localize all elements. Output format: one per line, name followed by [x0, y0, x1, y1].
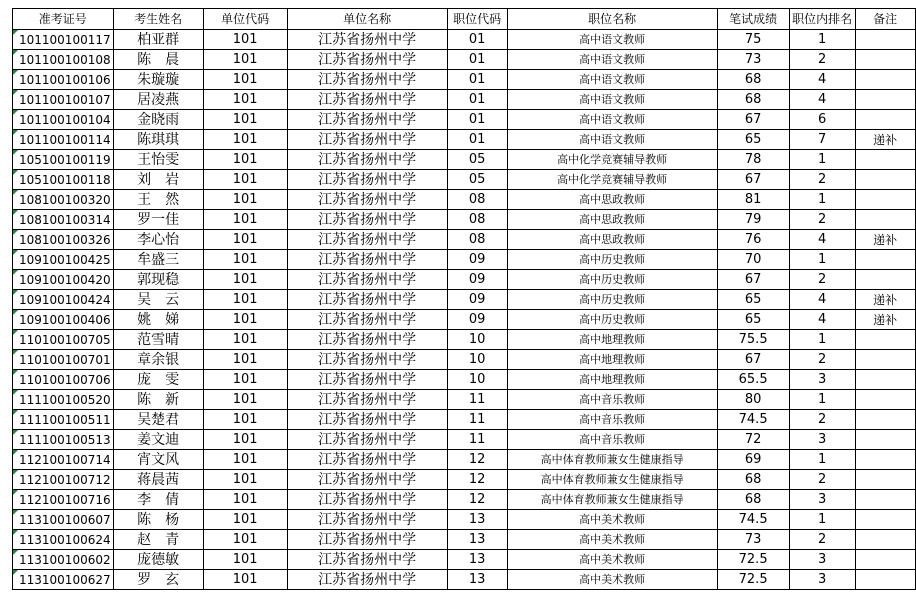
unit-code-cell[interactable]: 101: [203, 290, 287, 310]
table-row: [13, 30, 916, 50]
table-row: [13, 70, 916, 90]
candidate-name-cell[interactable]: 王 然: [113, 190, 203, 210]
unit-name-cell[interactable]: 江苏省扬州中学: [287, 110, 447, 130]
header-row: [13, 9, 916, 30]
remark-cell[interactable]: [855, 530, 915, 550]
position-code-cell[interactable]: 13: [447, 510, 507, 530]
table-body: [13, 30, 916, 590]
written-score-cell[interactable]: 69: [717, 450, 789, 470]
exam-id-cell[interactable]: 108100100314: [13, 210, 114, 230]
table-row: [13, 270, 916, 290]
position-code-cell[interactable]: 10: [447, 330, 507, 350]
candidate-name-cell[interactable]: 陈 杨: [113, 510, 203, 530]
unit-name-cell[interactable]: 江苏省扬州中学: [287, 230, 447, 250]
table-row: [13, 330, 916, 350]
header-position-name[interactable]: 职位名称: [507, 9, 717, 30]
header-unit-name[interactable]: 单位名称: [287, 9, 447, 30]
candidate-name-cell[interactable]: 郭现稳: [113, 270, 203, 290]
written-score-cell[interactable]: 65: [717, 290, 789, 310]
position-code-cell[interactable]: 01: [447, 90, 507, 110]
remark-cell[interactable]: 递补: [855, 290, 915, 310]
written-score-cell[interactable]: 67: [717, 170, 789, 190]
written-score-cell[interactable]: 81: [717, 190, 789, 210]
candidate-name-cell[interactable]: 范雪晴: [113, 330, 203, 350]
unit-name-cell[interactable]: 江苏省扬州中学: [287, 550, 447, 570]
position-code-cell[interactable]: 13: [447, 570, 507, 590]
table-row: [13, 370, 916, 390]
position-code-cell[interactable]: 05: [447, 170, 507, 190]
table-row: [13, 310, 916, 330]
candidate-name-cell[interactable]: 罗一佳: [113, 210, 203, 230]
unit-name-cell[interactable]: 江苏省扬州中学: [287, 370, 447, 390]
written-score-cell[interactable]: 73: [717, 530, 789, 550]
unit-code-cell[interactable]: 101: [203, 370, 287, 390]
unit-name-cell[interactable]: 江苏省扬州中学: [287, 350, 447, 370]
position-rank-cell[interactable]: 1: [789, 450, 855, 470]
position-rank-cell[interactable]: 4: [789, 290, 855, 310]
written-score-cell[interactable]: 74.5: [717, 510, 789, 530]
written-score-cell[interactable]: 75: [717, 30, 789, 50]
position-code-cell[interactable]: 12: [447, 450, 507, 470]
unit-code-cell[interactable]: 101: [203, 490, 287, 510]
unit-code-cell[interactable]: 101: [203, 450, 287, 470]
unit-code-cell[interactable]: 101: [203, 470, 287, 490]
position-name-cell[interactable]: 高中地理教师: [507, 350, 717, 370]
position-rank-cell[interactable]: 7: [789, 130, 855, 150]
remark-cell[interactable]: [855, 330, 915, 350]
position-name-cell[interactable]: 高中历史教师: [507, 290, 717, 310]
written-score-cell[interactable]: 68: [717, 470, 789, 490]
position-rank-cell[interactable]: 1: [789, 250, 855, 270]
position-name-cell[interactable]: 高中体育教师兼女生健康指导: [507, 470, 717, 490]
position-rank-cell[interactable]: 2: [789, 350, 855, 370]
candidate-name-cell[interactable]: 章余银: [113, 350, 203, 370]
unit-name-cell[interactable]: 江苏省扬州中学: [287, 70, 447, 90]
position-code-cell[interactable]: 01: [447, 70, 507, 90]
candidate-name-cell[interactable]: 李心怡: [113, 230, 203, 250]
unit-code-cell[interactable]: 101: [203, 90, 287, 110]
unit-name-cell[interactable]: 江苏省扬州中学: [287, 510, 447, 530]
position-name-cell[interactable]: 高中思政教师: [507, 210, 717, 230]
candidate-name-cell[interactable]: 姚 娣: [113, 310, 203, 330]
position-name-cell[interactable]: 高中历史教师: [507, 270, 717, 290]
unit-code-cell[interactable]: 101: [203, 430, 287, 450]
position-name-cell[interactable]: 高中美术教师: [507, 550, 717, 570]
position-rank-cell[interactable]: 2: [789, 210, 855, 230]
unit-code-cell[interactable]: 101: [203, 350, 287, 370]
header-exam-id[interactable]: 准考证号: [13, 9, 114, 30]
written-score-cell[interactable]: 70: [717, 250, 789, 270]
position-code-cell[interactable]: 01: [447, 110, 507, 130]
exam-id-cell[interactable]: 113100100607: [13, 510, 114, 530]
position-code-cell[interactable]: 12: [447, 470, 507, 490]
position-code-cell[interactable]: 09: [447, 290, 507, 310]
unit-code-cell[interactable]: 101: [203, 270, 287, 290]
written-score-cell[interactable]: 80: [717, 390, 789, 410]
table-row: [13, 450, 916, 470]
table-row: [13, 410, 916, 430]
unit-code-cell[interactable]: 101: [203, 210, 287, 230]
position-name-cell[interactable]: 高中化学竞赛辅导教师: [507, 150, 717, 170]
unit-name-cell[interactable]: 江苏省扬州中学: [287, 130, 447, 150]
exam-id-cell[interactable]: 105100100119: [13, 150, 114, 170]
written-score-cell[interactable]: 65.5: [717, 370, 789, 390]
position-rank-cell[interactable]: 4: [789, 70, 855, 90]
exam-id-cell[interactable]: 111100100520: [13, 390, 114, 410]
exam-id-cell[interactable]: 101100100106: [13, 70, 114, 90]
position-name-cell[interactable]: 高中体育教师兼女生健康指导: [507, 450, 717, 470]
position-code-cell[interactable]: 08: [447, 230, 507, 250]
position-name-cell[interactable]: 高中语文教师: [507, 110, 717, 130]
position-rank-cell[interactable]: 4: [789, 310, 855, 330]
position-rank-cell[interactable]: 4: [789, 230, 855, 250]
table-row: [13, 150, 916, 170]
unit-name-cell[interactable]: 江苏省扬州中学: [287, 410, 447, 430]
position-name-cell[interactable]: 高中地理教师: [507, 370, 717, 390]
header-remark[interactable]: 备注: [855, 9, 915, 30]
position-rank-cell[interactable]: 2: [789, 270, 855, 290]
table-row: [13, 250, 916, 270]
position-rank-cell[interactable]: 2: [789, 530, 855, 550]
exam-id-cell[interactable]: 110100100701: [13, 350, 114, 370]
unit-code-cell[interactable]: 101: [203, 410, 287, 430]
position-rank-cell[interactable]: 3: [789, 370, 855, 390]
candidate-name-cell[interactable]: 吴 云: [113, 290, 203, 310]
unit-code-cell[interactable]: 101: [203, 570, 287, 590]
table-row: [13, 490, 916, 510]
unit-name-cell[interactable]: 江苏省扬州中学: [287, 210, 447, 230]
candidate-name-cell[interactable]: 罗 玄: [113, 570, 203, 590]
position-name-cell[interactable]: 高中音乐教师: [507, 390, 717, 410]
header-candidate-name[interactable]: 考生姓名: [113, 9, 203, 30]
table-row: [13, 90, 916, 110]
exam-id-cell[interactable]: 109100100406: [13, 310, 114, 330]
written-score-cell[interactable]: 68: [717, 90, 789, 110]
table-row: [13, 170, 916, 190]
unit-name-cell[interactable]: 江苏省扬州中学: [287, 250, 447, 270]
unit-code-cell[interactable]: 101: [203, 70, 287, 90]
written-score-cell[interactable]: 78: [717, 150, 789, 170]
remark-cell[interactable]: [855, 350, 915, 370]
written-score-cell[interactable]: 75.5: [717, 330, 789, 350]
position-code-cell[interactable]: 09: [447, 250, 507, 270]
table-row: [13, 570, 916, 590]
position-name-cell[interactable]: 高中历史教师: [507, 310, 717, 330]
unit-name-cell[interactable]: 江苏省扬州中学: [287, 310, 447, 330]
position-code-cell[interactable]: 09: [447, 270, 507, 290]
written-score-cell[interactable]: 67: [717, 110, 789, 130]
position-rank-cell[interactable]: 3: [789, 430, 855, 450]
unit-code-cell[interactable]: 101: [203, 50, 287, 70]
table-row: [13, 470, 916, 490]
remark-cell[interactable]: [855, 50, 915, 70]
candidate-name-cell[interactable]: 陈 晨: [113, 50, 203, 70]
position-code-cell[interactable]: 01: [447, 130, 507, 150]
unit-code-cell[interactable]: 101: [203, 330, 287, 350]
exam-id-cell[interactable]: 109100100424: [13, 290, 114, 310]
unit-name-cell[interactable]: 江苏省扬州中学: [287, 90, 447, 110]
position-code-cell[interactable]: 13: [447, 550, 507, 570]
position-name-cell[interactable]: 高中思政教师: [507, 190, 717, 210]
unit-code-cell[interactable]: 101: [203, 130, 287, 150]
header-position-rank[interactable]: 职位内排名: [789, 9, 855, 30]
remark-cell[interactable]: [855, 570, 915, 590]
table-row: [13, 550, 916, 570]
unit-name-cell[interactable]: 江苏省扬州中学: [287, 450, 447, 470]
remark-cell[interactable]: [855, 490, 915, 510]
position-rank-cell[interactable]: 2: [789, 170, 855, 190]
position-name-cell[interactable]: 高中音乐教师: [507, 410, 717, 430]
unit-name-cell[interactable]: 江苏省扬州中学: [287, 150, 447, 170]
unit-name-cell[interactable]: 江苏省扬州中学: [287, 390, 447, 410]
position-code-cell[interactable]: 01: [447, 50, 507, 70]
position-name-cell[interactable]: 高中化学竞赛辅导教师: [507, 170, 717, 190]
position-name-cell[interactable]: 高中地理教师: [507, 330, 717, 350]
written-score-cell[interactable]: 79: [717, 210, 789, 230]
position-code-cell[interactable]: 01: [447, 30, 507, 50]
position-rank-cell[interactable]: 1: [789, 390, 855, 410]
exam-id-cell[interactable]: 112100100712: [13, 470, 114, 490]
remark-cell[interactable]: [855, 250, 915, 270]
exam-id-cell[interactable]: 111100100511: [13, 410, 114, 430]
candidate-name-cell[interactable]: 金晓雨: [113, 110, 203, 130]
position-code-cell[interactable]: 11: [447, 410, 507, 430]
table-row: [13, 210, 916, 230]
written-score-cell[interactable]: 74.5: [717, 410, 789, 430]
unit-name-cell[interactable]: 江苏省扬州中学: [287, 30, 447, 50]
position-code-cell[interactable]: 08: [447, 210, 507, 230]
exam-id-cell[interactable]: 113100100602: [13, 550, 114, 570]
candidate-name-cell[interactable]: 赵 青: [113, 530, 203, 550]
exam-id-cell[interactable]: 110100100705: [13, 330, 114, 350]
exam-id-cell[interactable]: 105100100118: [13, 170, 114, 190]
table-row: [13, 130, 916, 150]
position-code-cell[interactable]: 10: [447, 350, 507, 370]
exam-id-cell[interactable]: 109100100425: [13, 250, 114, 270]
exam-id-cell[interactable]: 112100100716: [13, 490, 114, 510]
unit-code-cell[interactable]: 101: [203, 110, 287, 130]
unit-code-cell[interactable]: 101: [203, 250, 287, 270]
unit-code-cell[interactable]: 101: [203, 530, 287, 550]
table-row: [13, 390, 916, 410]
position-rank-cell[interactable]: 1: [789, 30, 855, 50]
written-score-cell[interactable]: 72.5: [717, 550, 789, 570]
unit-code-cell[interactable]: 101: [203, 390, 287, 410]
candidate-name-cell[interactable]: 陈琪琪: [113, 130, 203, 150]
candidate-name-cell[interactable]: 庞德敏: [113, 550, 203, 570]
position-code-cell[interactable]: 08: [447, 190, 507, 210]
exam-id-cell[interactable]: 101100100117: [13, 30, 114, 50]
position-rank-cell[interactable]: 2: [789, 470, 855, 490]
remark-cell[interactable]: [855, 370, 915, 390]
remark-cell[interactable]: [855, 510, 915, 530]
candidate-name-cell[interactable]: 柏亚群: [113, 30, 203, 50]
candidate-name-cell[interactable]: 蒋晨茜: [113, 470, 203, 490]
exam-id-cell[interactable]: 109100100420: [13, 270, 114, 290]
candidate-name-cell[interactable]: 庞 雯: [113, 370, 203, 390]
remark-cell[interactable]: [855, 430, 915, 450]
table-row: [13, 430, 916, 450]
header-position-code[interactable]: 职位代码: [447, 9, 507, 30]
unit-code-cell[interactable]: 101: [203, 550, 287, 570]
position-name-cell[interactable]: 高中语文教师: [507, 90, 717, 110]
unit-name-cell[interactable]: 江苏省扬州中学: [287, 430, 447, 450]
position-rank-cell[interactable]: 1: [789, 510, 855, 530]
unit-name-cell[interactable]: 江苏省扬州中学: [287, 490, 447, 510]
position-code-cell[interactable]: 09: [447, 310, 507, 330]
position-name-cell[interactable]: 高中美术教师: [507, 530, 717, 550]
position-rank-cell[interactable]: 6: [789, 110, 855, 130]
remark-cell[interactable]: [855, 90, 915, 110]
candidate-name-cell[interactable]: 王怡雯: [113, 150, 203, 170]
exam-id-cell[interactable]: 112100100714: [13, 450, 114, 470]
unit-name-cell[interactable]: 江苏省扬州中学: [287, 270, 447, 290]
position-code-cell[interactable]: 11: [447, 390, 507, 410]
table-row: [13, 350, 916, 370]
position-rank-cell[interactable]: 3: [789, 490, 855, 510]
remark-cell[interactable]: [855, 150, 915, 170]
position-code-cell[interactable]: 13: [447, 530, 507, 550]
written-score-cell[interactable]: 68: [717, 70, 789, 90]
candidate-name-cell[interactable]: 刘 岩: [113, 170, 203, 190]
table-row: [13, 530, 916, 550]
exam-id-cell[interactable]: 113100100627: [13, 570, 114, 590]
exam-id-cell[interactable]: 108100100320: [13, 190, 114, 210]
unit-name-cell[interactable]: 江苏省扬州中学: [287, 290, 447, 310]
unit-name-cell[interactable]: 江苏省扬州中学: [287, 470, 447, 490]
remark-cell[interactable]: [855, 410, 915, 430]
position-name-cell[interactable]: 高中语文教师: [507, 50, 717, 70]
remark-cell[interactable]: 递补: [855, 310, 915, 330]
position-rank-cell[interactable]: 3: [789, 550, 855, 570]
position-rank-cell[interactable]: 1: [789, 190, 855, 210]
position-code-cell[interactable]: 11: [447, 430, 507, 450]
position-name-cell[interactable]: 高中语文教师: [507, 70, 717, 90]
position-name-cell[interactable]: 高中美术教师: [507, 510, 717, 530]
candidate-name-cell[interactable]: 吴楚君: [113, 410, 203, 430]
written-score-cell[interactable]: 68: [717, 490, 789, 510]
candidate-name-cell[interactable]: 李 倩: [113, 490, 203, 510]
unit-name-cell[interactable]: 江苏省扬州中学: [287, 530, 447, 550]
position-name-cell[interactable]: 高中思政教师: [507, 230, 717, 250]
unit-name-cell[interactable]: 江苏省扬州中学: [287, 570, 447, 590]
written-score-cell[interactable]: 65: [717, 310, 789, 330]
remark-cell[interactable]: [855, 70, 915, 90]
written-score-cell[interactable]: 73: [717, 50, 789, 70]
exam-id-cell[interactable]: 113100100624: [13, 530, 114, 550]
exam-id-cell[interactable]: 101100100104: [13, 110, 114, 130]
unit-code-cell[interactable]: 101: [203, 190, 287, 210]
unit-code-cell[interactable]: 101: [203, 230, 287, 250]
position-name-cell[interactable]: 高中音乐教师: [507, 430, 717, 450]
candidate-name-cell[interactable]: 牟盛三: [113, 250, 203, 270]
exam-id-cell[interactable]: 101100100107: [13, 90, 114, 110]
table-row: [13, 50, 916, 70]
position-name-cell[interactable]: 高中语文教师: [507, 30, 717, 50]
remark-cell[interactable]: [855, 30, 915, 50]
unit-code-cell[interactable]: 101: [203, 510, 287, 530]
unit-name-cell[interactable]: 江苏省扬州中学: [287, 170, 447, 190]
remark-cell[interactable]: [855, 210, 915, 230]
position-rank-cell[interactable]: 2: [789, 410, 855, 430]
exam-id-cell[interactable]: 111100100513: [13, 430, 114, 450]
position-rank-cell[interactable]: 2: [789, 50, 855, 70]
position-code-cell[interactable]: 05: [447, 150, 507, 170]
remark-cell[interactable]: [855, 470, 915, 490]
unit-code-cell[interactable]: 101: [203, 310, 287, 330]
position-name-cell[interactable]: 高中美术教师: [507, 570, 717, 590]
position-name-cell[interactable]: 高中语文教师: [507, 130, 717, 150]
written-score-cell[interactable]: 76: [717, 230, 789, 250]
position-name-cell[interactable]: 高中历史教师: [507, 250, 717, 270]
unit-name-cell[interactable]: 江苏省扬州中学: [287, 330, 447, 350]
unit-code-cell[interactable]: 101: [203, 170, 287, 190]
exam-id-cell[interactable]: 101100100108: [13, 50, 114, 70]
remark-cell[interactable]: [855, 110, 915, 130]
remark-cell[interactable]: 递补: [855, 130, 915, 150]
header-unit-code[interactable]: 单位代码: [203, 9, 287, 30]
written-score-cell[interactable]: 72.5: [717, 570, 789, 590]
position-rank-cell[interactable]: 1: [789, 330, 855, 350]
table-row: [13, 110, 916, 130]
table-row: [13, 230, 916, 250]
results-table: [12, 8, 916, 590]
candidate-name-cell[interactable]: 宵文风: [113, 450, 203, 470]
candidate-name-cell[interactable]: 居凌燕: [113, 90, 203, 110]
position-rank-cell[interactable]: 3: [789, 570, 855, 590]
position-code-cell[interactable]: 12: [447, 490, 507, 510]
position-rank-cell[interactable]: 4: [789, 90, 855, 110]
candidate-name-cell[interactable]: 陈 新: [113, 390, 203, 410]
remark-cell[interactable]: [855, 550, 915, 570]
exam-id-cell[interactable]: 110100100706: [13, 370, 114, 390]
exam-id-cell[interactable]: 101100100114: [13, 130, 114, 150]
table-row: [13, 290, 916, 310]
written-score-cell[interactable]: 67: [717, 350, 789, 370]
unit-code-cell[interactable]: 101: [203, 30, 287, 50]
remark-cell[interactable]: 递补: [855, 230, 915, 250]
remark-cell[interactable]: [855, 270, 915, 290]
written-score-cell[interactable]: 65: [717, 130, 789, 150]
remark-cell[interactable]: [855, 450, 915, 470]
remark-cell[interactable]: [855, 190, 915, 210]
unit-name-cell[interactable]: 江苏省扬州中学: [287, 50, 447, 70]
unit-code-cell[interactable]: 101: [203, 150, 287, 170]
header-written-score[interactable]: 笔试成绩: [717, 9, 789, 30]
unit-name-cell[interactable]: 江苏省扬州中学: [287, 190, 447, 210]
position-name-cell[interactable]: 高中体育教师兼女生健康指导: [507, 490, 717, 510]
written-score-cell[interactable]: 67: [717, 270, 789, 290]
table-row: [13, 510, 916, 530]
position-rank-cell[interactable]: 1: [789, 150, 855, 170]
written-score-cell[interactable]: 72: [717, 430, 789, 450]
exam-id-cell[interactable]: 108100100326: [13, 230, 114, 250]
table-row: [13, 190, 916, 210]
remark-cell[interactable]: [855, 390, 915, 410]
candidate-name-cell[interactable]: 姜文迪: [113, 430, 203, 450]
candidate-name-cell[interactable]: 朱璇璇: [113, 70, 203, 90]
remark-cell[interactable]: [855, 170, 915, 190]
position-code-cell[interactable]: 10: [447, 370, 507, 390]
